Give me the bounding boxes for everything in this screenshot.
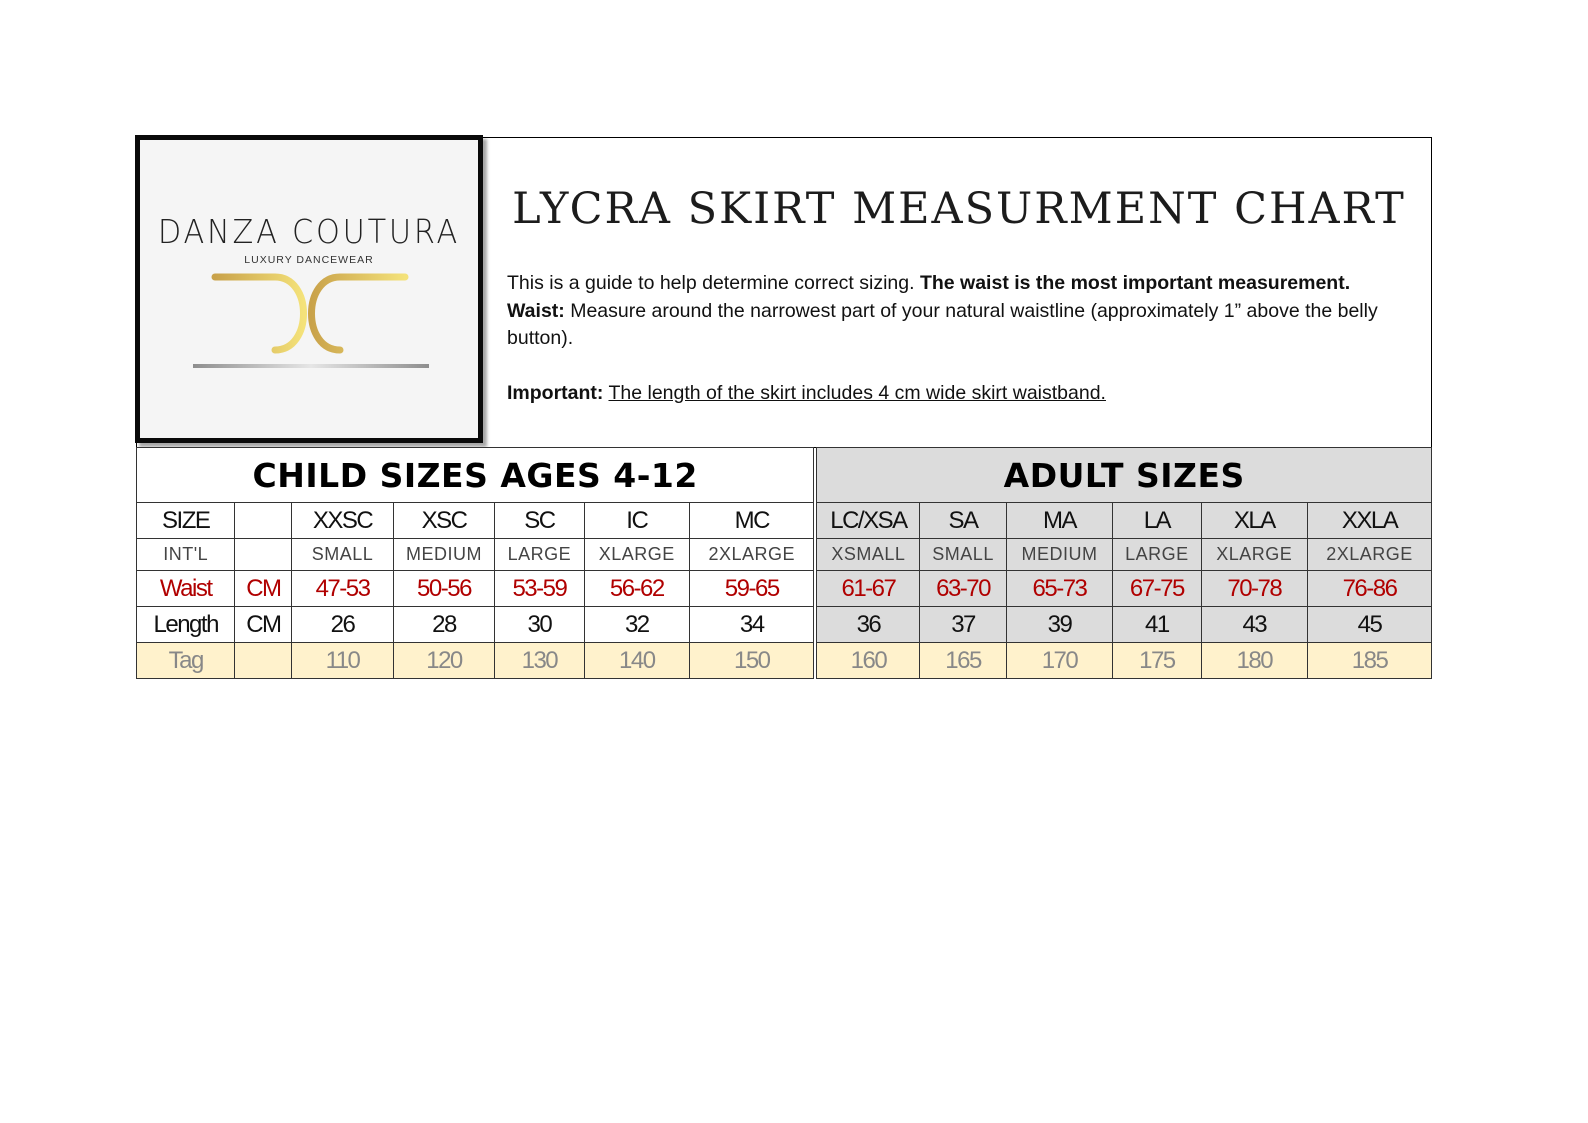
waist-unit: CM (235, 571, 292, 607)
important-note: Important: The length of the skirt includes 4 cm wide skirt waistband. (507, 381, 1106, 404)
intl-cell: SMALL (920, 539, 1006, 571)
length-cell: 32 (584, 607, 690, 643)
length-cell: 43 (1201, 607, 1308, 643)
size-cell: XSC (393, 503, 494, 539)
logo-mark-icon (185, 268, 435, 380)
tag-cell: 140 (584, 643, 690, 679)
brand-tagline: LUXURY DANCEWEAR (244, 254, 374, 266)
tag-cell: 170 (1006, 643, 1113, 679)
intl-cell: MEDIUM (393, 539, 494, 571)
size-cell: LC/XSA (815, 503, 920, 539)
intro-text (507, 270, 1417, 407)
size-chart-sheet (136, 137, 1434, 681)
intl-cell: LARGE (495, 539, 584, 571)
intl-cell: 2XLARGE (1308, 539, 1432, 571)
size-cell: XLA (1201, 503, 1308, 539)
waist-cell: 59-65 (690, 571, 816, 607)
empty-cell (235, 503, 292, 539)
length-cell: 30 (495, 607, 584, 643)
tag-cell: 165 (920, 643, 1006, 679)
tag-cell: 120 (393, 643, 494, 679)
intl-cell: 2XLARGE (690, 539, 816, 571)
tag-cell: 180 (1201, 643, 1308, 679)
waist-cell: 56-62 (584, 571, 690, 607)
adult-sizes-header: ADULT SIZES (815, 448, 1431, 503)
length-cell: 36 (815, 607, 920, 643)
empty-cell (235, 643, 292, 679)
length-cell: 28 (393, 607, 494, 643)
size-cell: MA (1006, 503, 1113, 539)
waist-row (137, 571, 1432, 607)
waist-cell: 47-53 (292, 571, 393, 607)
size-label: SIZE (137, 503, 235, 539)
waist-cell: 61-67 (815, 571, 920, 607)
waist-cell: 53-59 (495, 571, 584, 607)
intl-cell: SMALL (292, 539, 393, 571)
length-cell: 39 (1006, 607, 1113, 643)
waist-cell: 50-56 (393, 571, 494, 607)
tag-cell: 185 (1308, 643, 1432, 679)
size-cell: XXSC (292, 503, 393, 539)
waist-cell: 63-70 (920, 571, 1006, 607)
length-cell: 41 (1113, 607, 1201, 643)
length-cell: 37 (920, 607, 1006, 643)
chart-title: LYCRA SKIRT MEASURMENT CHART (512, 184, 1406, 234)
length-label: Length (137, 607, 235, 643)
size-cell: IC (584, 503, 690, 539)
waist-cell: 70-78 (1201, 571, 1308, 607)
brand-logo (135, 135, 483, 443)
waist-cell: 76-86 (1308, 571, 1432, 607)
tag-cell: 110 (292, 643, 393, 679)
tag-row (137, 643, 1432, 679)
length-cell: 34 (690, 607, 816, 643)
tag-label: Tag (137, 643, 235, 679)
intl-cell: LARGE (1113, 539, 1201, 571)
tag-cell: 150 (690, 643, 816, 679)
length-cell: 26 (292, 607, 393, 643)
intl-cell: XLARGE (1201, 539, 1308, 571)
brand-name: DANZA COUTURA (157, 212, 461, 251)
waist-cell: 67-75 (1113, 571, 1201, 607)
size-table (136, 447, 1432, 679)
intl-row (137, 539, 1432, 571)
child-sizes-header: CHILD SIZES AGES 4-12 (137, 448, 816, 503)
chart-header (136, 137, 1432, 448)
section-header-row (137, 448, 1432, 503)
intl-cell: XSMALL (815, 539, 920, 571)
intro-paragraph: This is a guide to help determine correct sizing. The waist is the most important measurement. Waist: Measure around the narrowest part of your natural waistline (approximately 1” above the belly button). (507, 272, 1378, 349)
tag-cell: 175 (1113, 643, 1201, 679)
empty-cell (235, 539, 292, 571)
waist-cell: 65-73 (1006, 571, 1113, 607)
size-cell: SA (920, 503, 1006, 539)
size-cell: SC (495, 503, 584, 539)
intl-cell: XLARGE (584, 539, 690, 571)
length-row (137, 607, 1432, 643)
tag-cell: 160 (815, 643, 920, 679)
size-row (137, 503, 1432, 539)
length-unit: CM (235, 607, 292, 643)
intl-label: INT'L (137, 539, 235, 571)
size-cell: MC (690, 503, 816, 539)
size-cell: XXLA (1308, 503, 1432, 539)
intl-cell: MEDIUM (1006, 539, 1113, 571)
size-cell: LA (1113, 503, 1201, 539)
tag-cell: 130 (495, 643, 584, 679)
waist-label: Waist (137, 571, 235, 607)
length-cell: 45 (1308, 607, 1432, 643)
